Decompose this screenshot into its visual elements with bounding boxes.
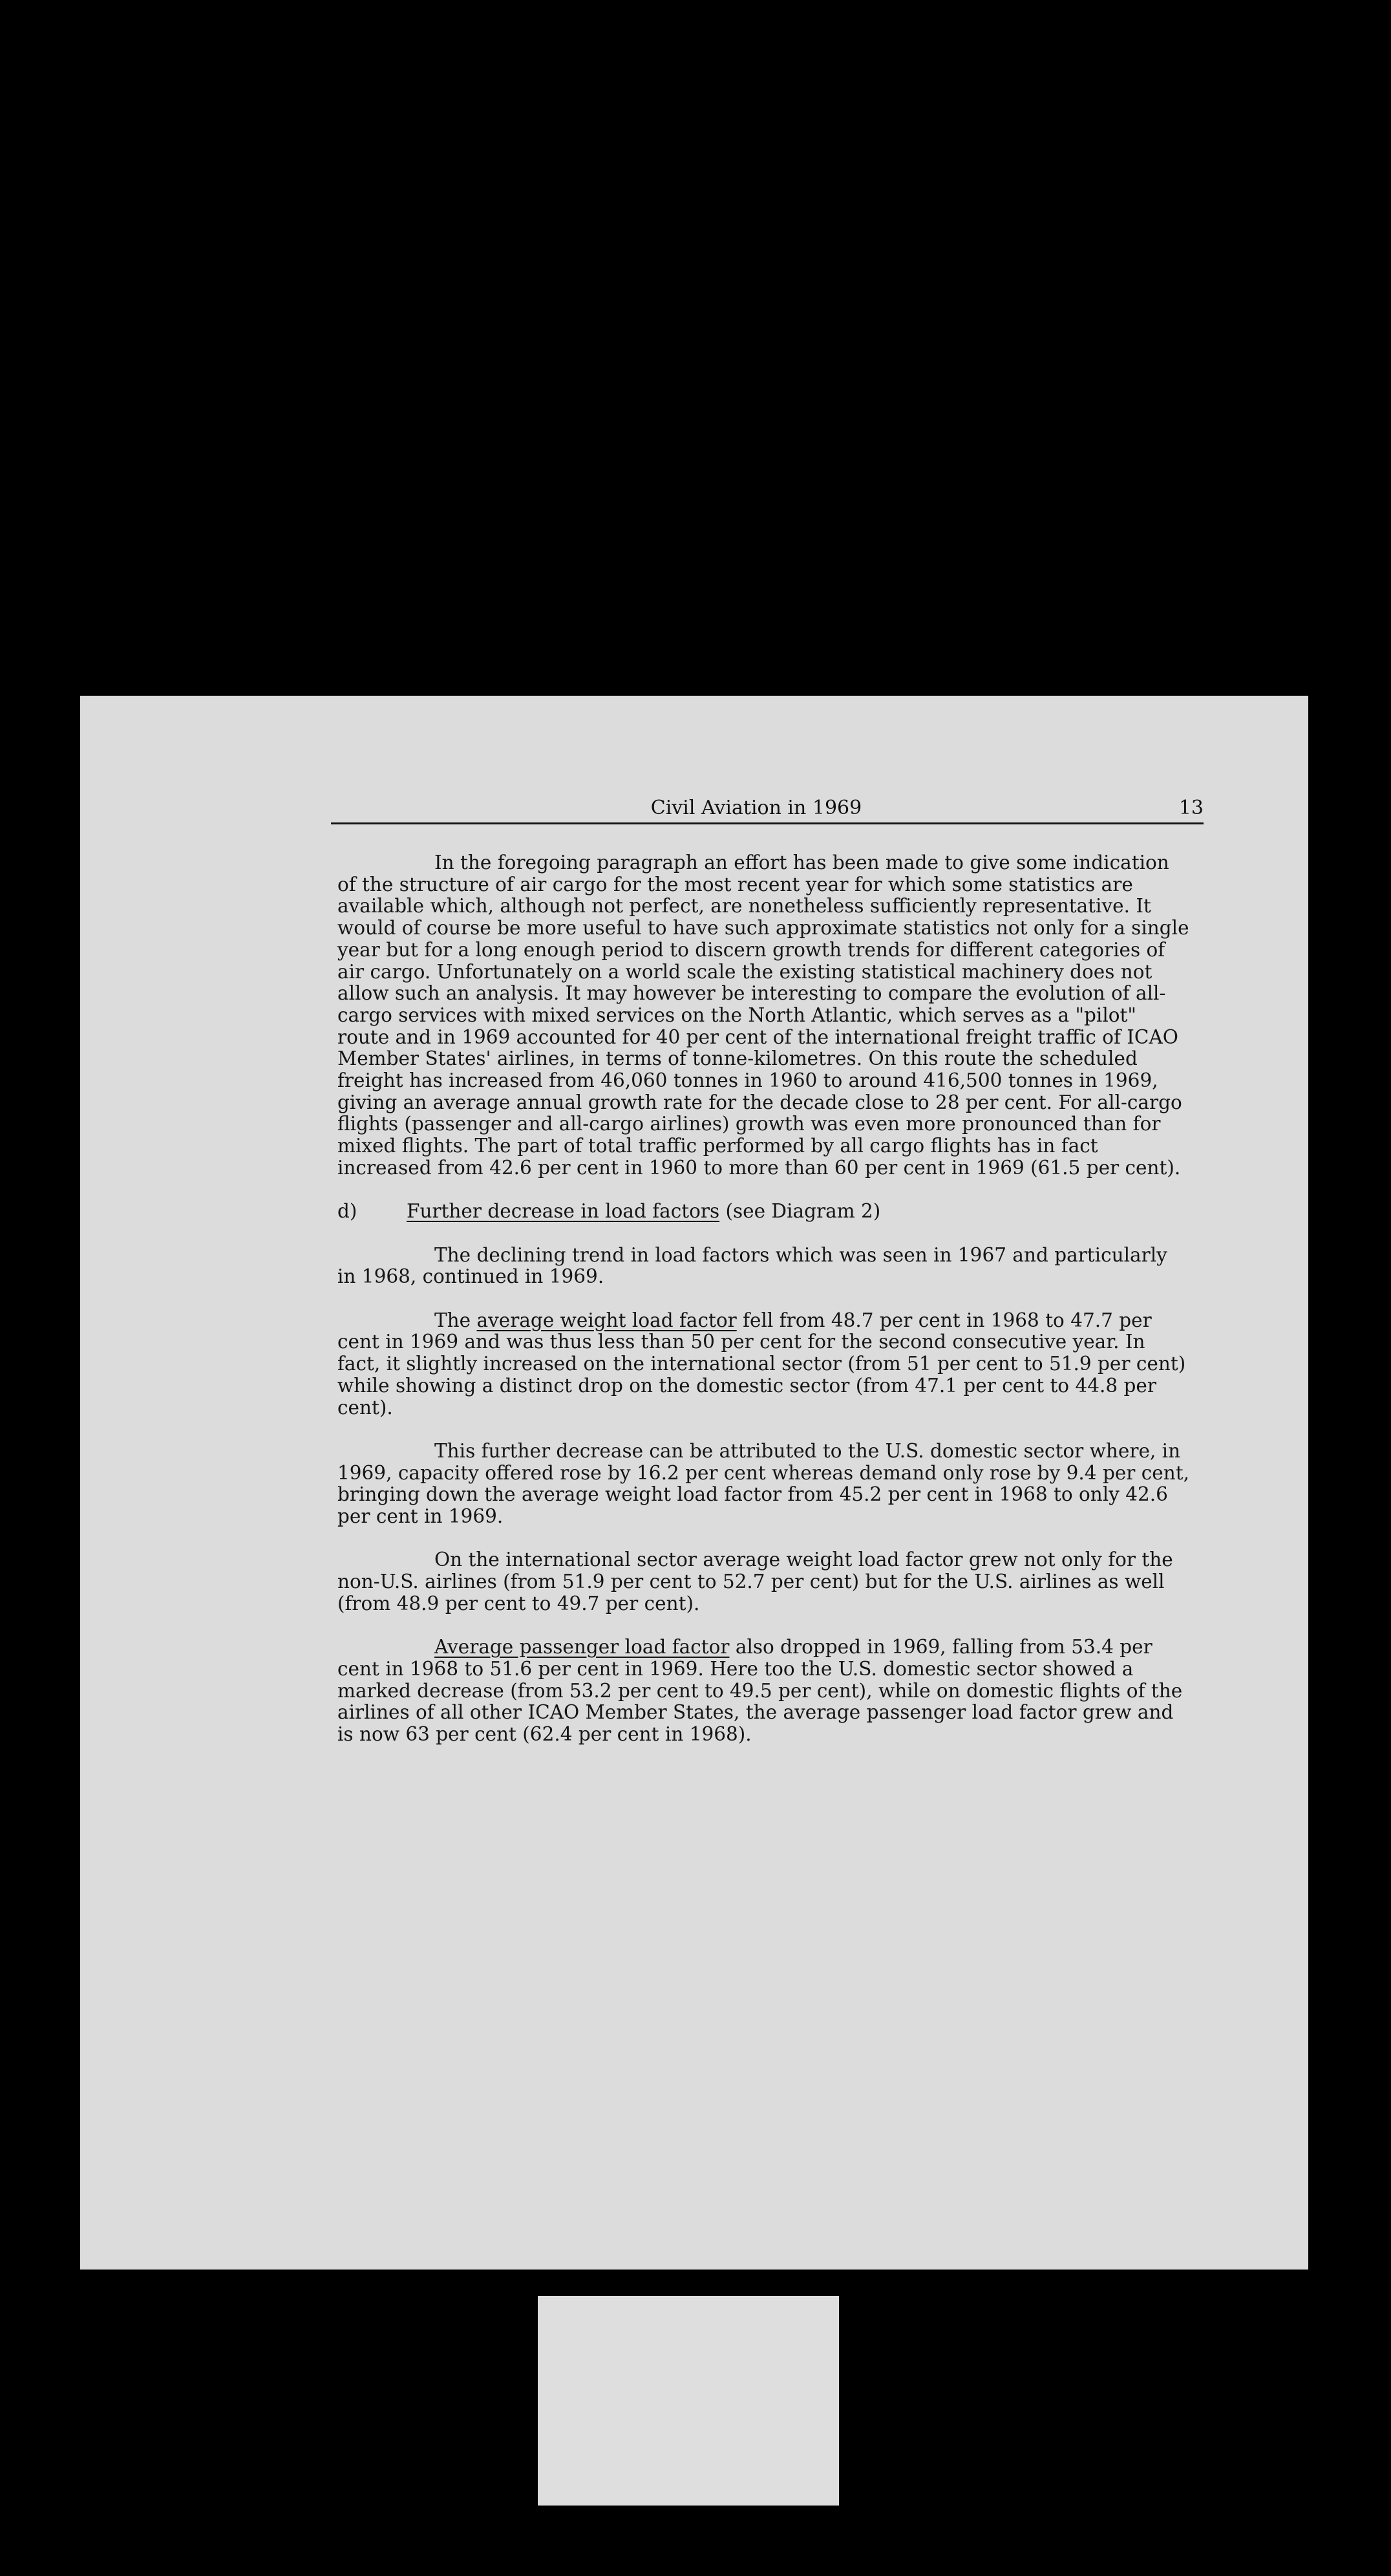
running-title: Civil Aviation in 1969 [650,797,862,819]
film-label-card [538,2296,839,2506]
paragraph-rest: fell from 48.7 per cent in 1968 to 47.7 per cent in 1969 and was thus less than 50 per cent for the second consecutive year. In fact, it slightly increased on the international sector (from 51 per cent to 51.9 per cent) while showing a distinct drop on the domestic sector (from 47.1 per cent to 44.8 per cent). [337,1309,1186,1419]
paragraph-passenger-load-factor [337,1637,1191,1746]
section-heading [337,1201,1191,1223]
header-rule [331,822,1204,824]
term-average-passenger-load-factor: Average passenger load factor [434,1636,730,1658]
paragraph-weight-load-factor [337,1310,1191,1419]
section-diagram-ref: (see Diagram 2) [725,1200,881,1223]
section-letter: d) [337,1200,357,1223]
page-number: 13 [1178,797,1204,819]
paragraph-declining-trend: The declining trend in load factors which was seen in 1967 and particularly in 1968, continued in 1969. [337,1243,1167,1288]
paragraph-lead: The [434,1309,471,1331]
paragraph-air-cargo: In the foregoing paragraph an effort has been made to give some indication of the structure of air cargo for the most recent year for which some statistics are available which, although not perfect, are nonetheless sufficiently representative. It would of course be more useful to have such approximate statistics not only for a single year but for a long enough period to discern growth trends for different categories of air cargo. Unfortunately on a world scale the existing statistical machinery does not allow such an analysis. It may however be interesting to compare the evolution of all-cargo services with mixed services on the North Atlantic, which serves as a "pilot" route and in 1969 accounted for 40 per cent of the international freight traffic of ICAO Member States' airlines, in terms of tonne-kilometres. On this route the scheduled freight has increased from 46,060 tonnes in 1960 to around 416,500 tonnes in 1969, giving an average annual growth rate for the decade close to 28 per cent. For all-cargo flights (passenger and all-cargo airlines) growth was even more pronounced than for mixed flights. The part of total traffic performed by all cargo flights has in fact increased from 42.6 per cent in 1960 to more than 60 per cent in 1969 (61.5 per cent). [337,852,1189,1179]
paragraph-rest: also dropped in 1969, falling from 53.4 per cent in 1968 to 51.6 per cent in 1969. Here too the U.S. domestic sector showed a marked decrease (from 53.2 per cent to 49.5 per cent), while on domestic flights of the airlines of all other ICAO Member States, the average passenger load factor grew and is now 63 per cent (62.4 per cent in 1968). [337,1636,1183,1746]
section-title-group [407,1201,880,1223]
term-average-weight-load-factor: average weight load factor [476,1309,737,1331]
section-title: Further decrease in load factors [407,1200,720,1223]
paragraph-international-sector: On the international sector average weight load factor grew not only for the non-U.S. airlines (from 51.9 per cent to 52.7 per cent) but for the U.S. airlines as well (from 48.9 per cent to 49.7 per cent). [337,1549,1173,1615]
paragraph-us-domestic: This further decrease can be attributed to the U.S. domestic sector where, in 1969, capacity offered rose by 16.2 per cent whereas demand only rose by 9.4 per cent, bringing down the average weight load factor from 45.2 per cent in 1968 to only 42.6 per cent in 1969. [337,1439,1189,1528]
body-text [337,852,1191,1767]
